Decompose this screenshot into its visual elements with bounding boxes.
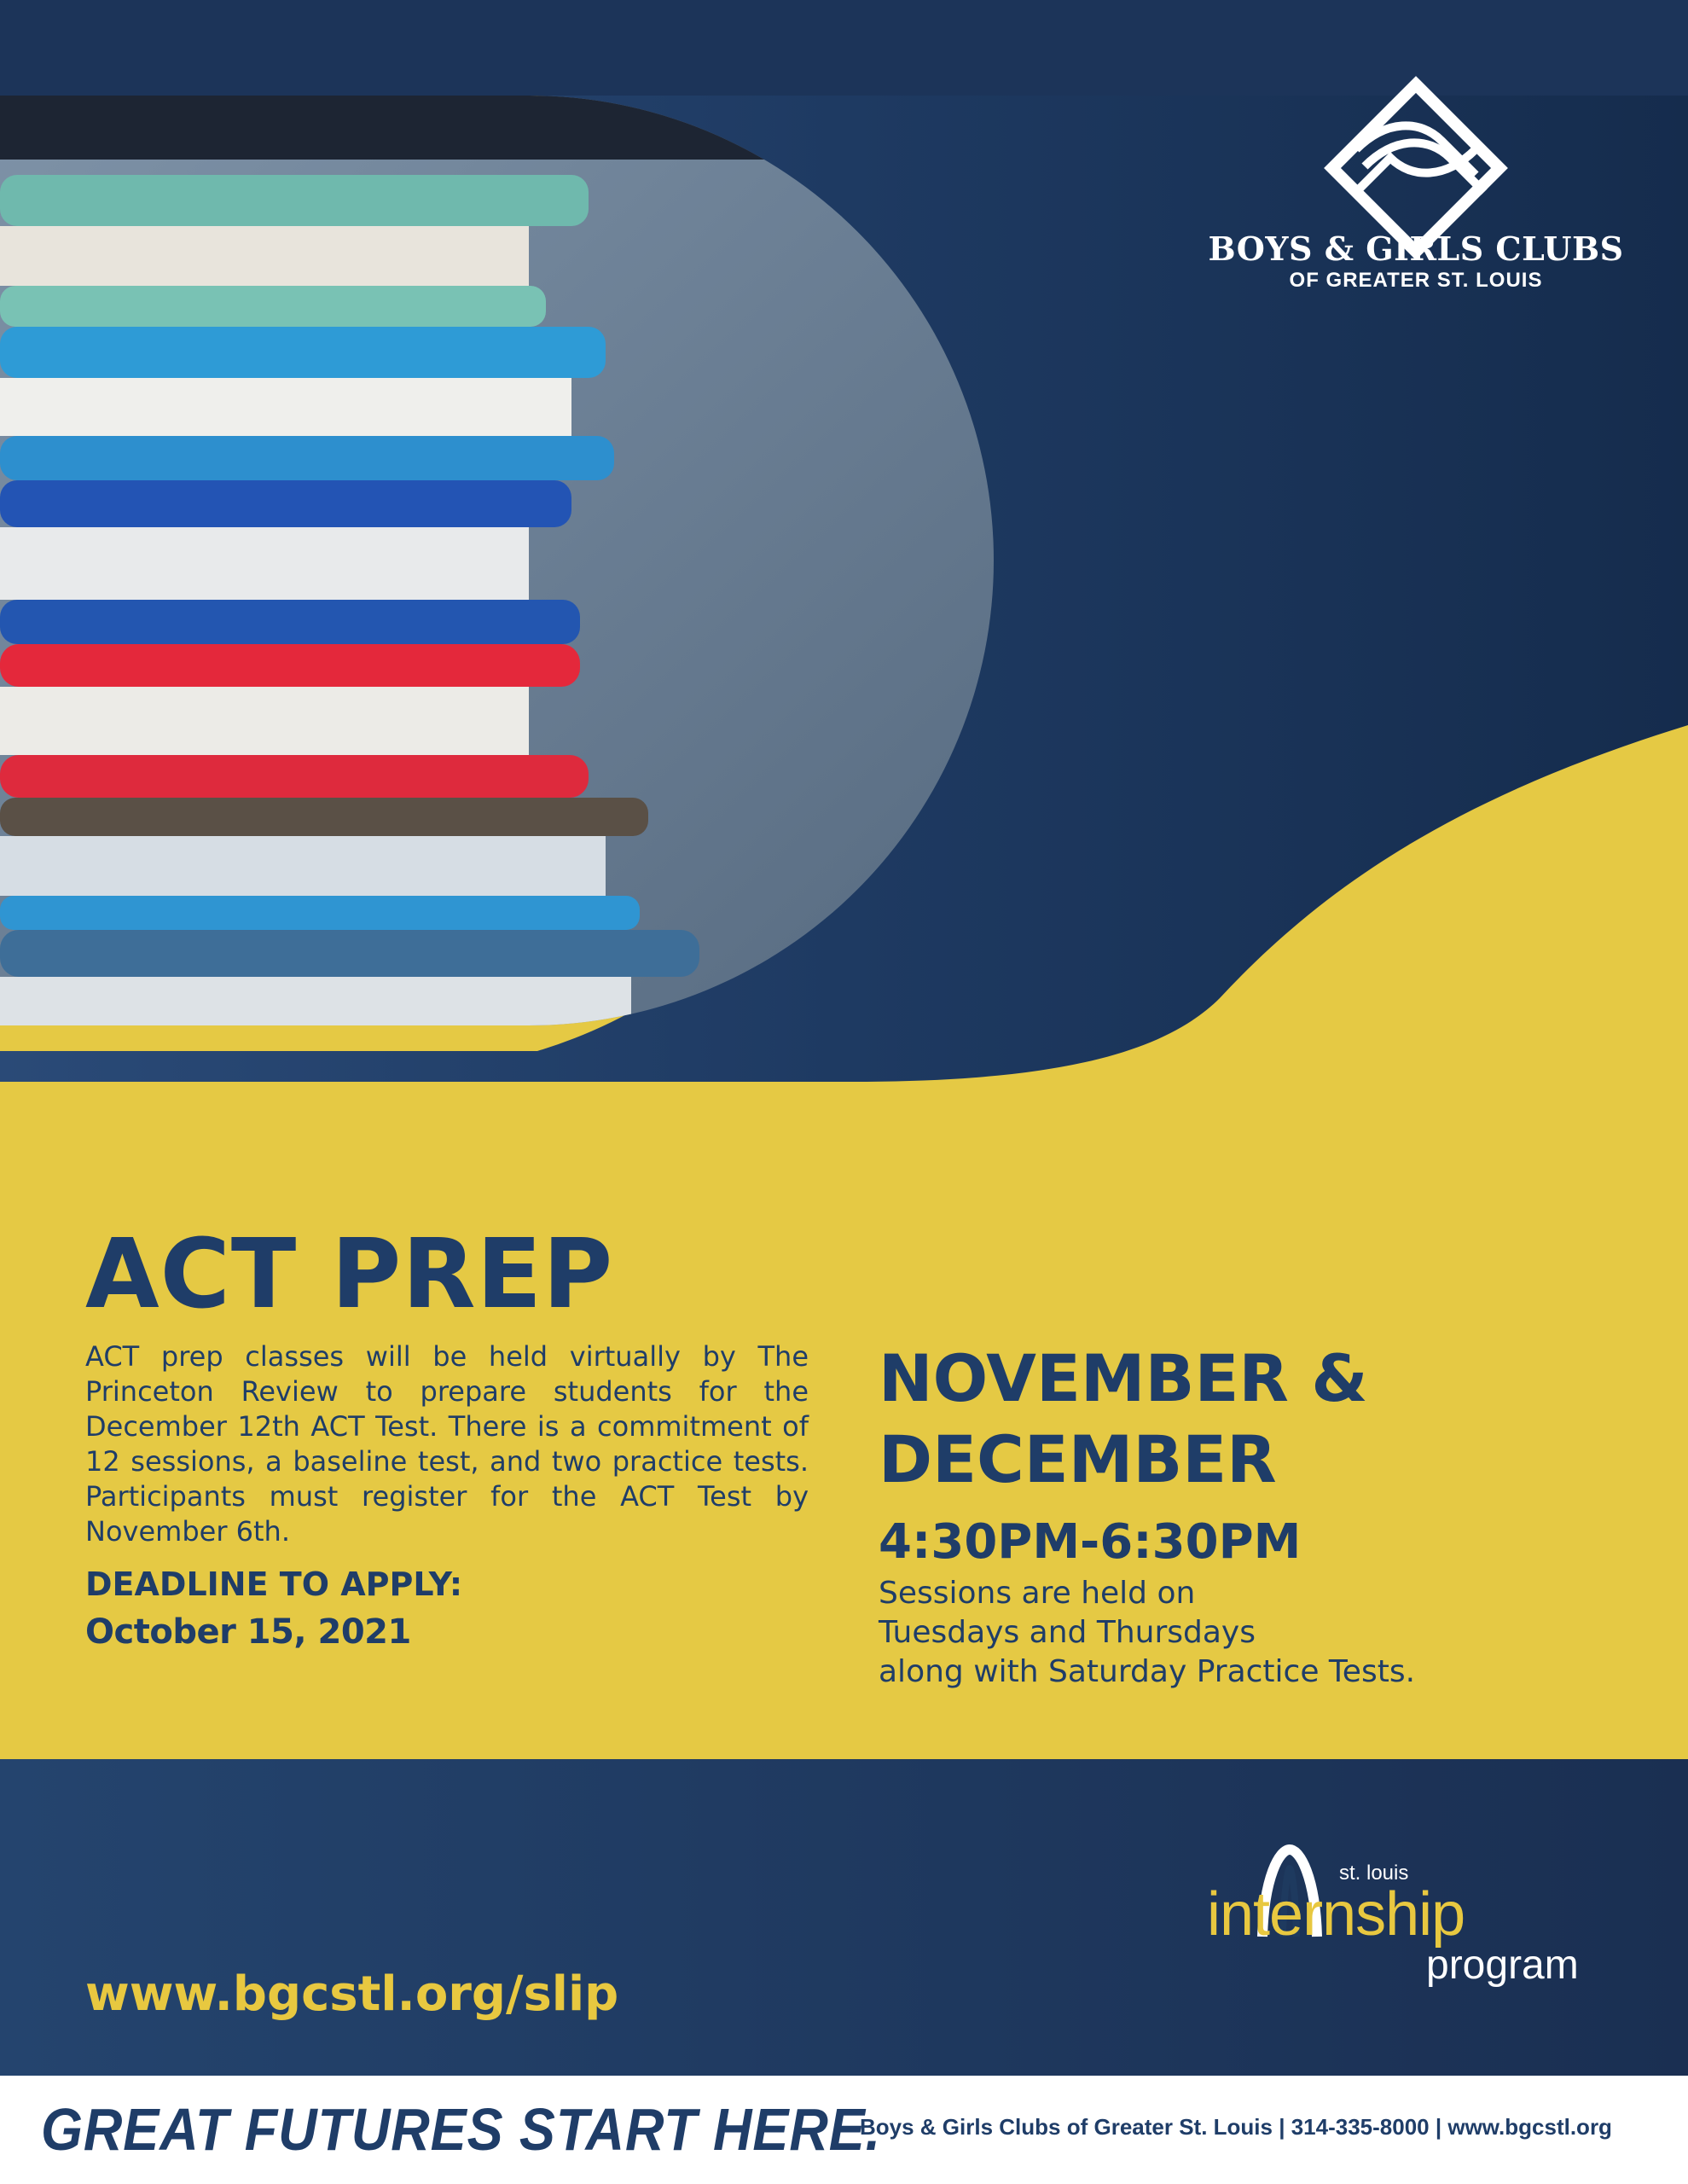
contact-info: Boys & Girls Clubs of Greater St. Louis | 314-335-8000 | www.bgcstl.org xyxy=(860,2114,1612,2140)
session-time: 4:30PM-6:30PM xyxy=(879,1514,1302,1570)
footer xyxy=(0,2076,1688,2184)
org-subname: OF GREATER ST. LOUIS xyxy=(1289,269,1543,292)
deadline-label: DEADLINE TO APPLY: xyxy=(85,1565,463,1603)
months-line-2: DECEMBER xyxy=(879,1421,1277,1497)
months xyxy=(879,1338,1476,1500)
logo-internship: internship xyxy=(1207,1880,1465,1949)
sessions-line-3: along with Saturday Practice Tests. xyxy=(879,1654,1416,1689)
internship-program-logo xyxy=(1194,1834,1621,2005)
months-line-1: NOVEMBER & xyxy=(879,1340,1368,1416)
page-title: ACT PREP xyxy=(85,1219,614,1330)
org-name: BOYS & GIRLS CLUBS xyxy=(1208,229,1624,268)
tagline: GREAT FUTURES START HERE. xyxy=(41,2096,882,2163)
logo-program: program xyxy=(1426,1943,1579,1988)
logo-st-louis: st. louis xyxy=(1339,1862,1409,1885)
sessions-line-1: Sessions are held on xyxy=(879,1576,1196,1611)
program-url-link[interactable]: www.bgcstl.org/slip xyxy=(85,1966,619,2022)
sessions-line-2: Tuesdays and Thursdays xyxy=(879,1615,1256,1650)
description: ACT prep classes will be held virtually by The Princeton Review to prepare students for the December 12th ACT Test. There is a commitment of 12 sessions, a baseline test, and two practice tests. Participants must register for the ACT Test by November 6th. xyxy=(85,1340,809,1548)
deadline-date: October 15, 2021 xyxy=(85,1612,411,1652)
org-logo xyxy=(1194,73,1638,291)
session-details xyxy=(879,1574,1604,1692)
